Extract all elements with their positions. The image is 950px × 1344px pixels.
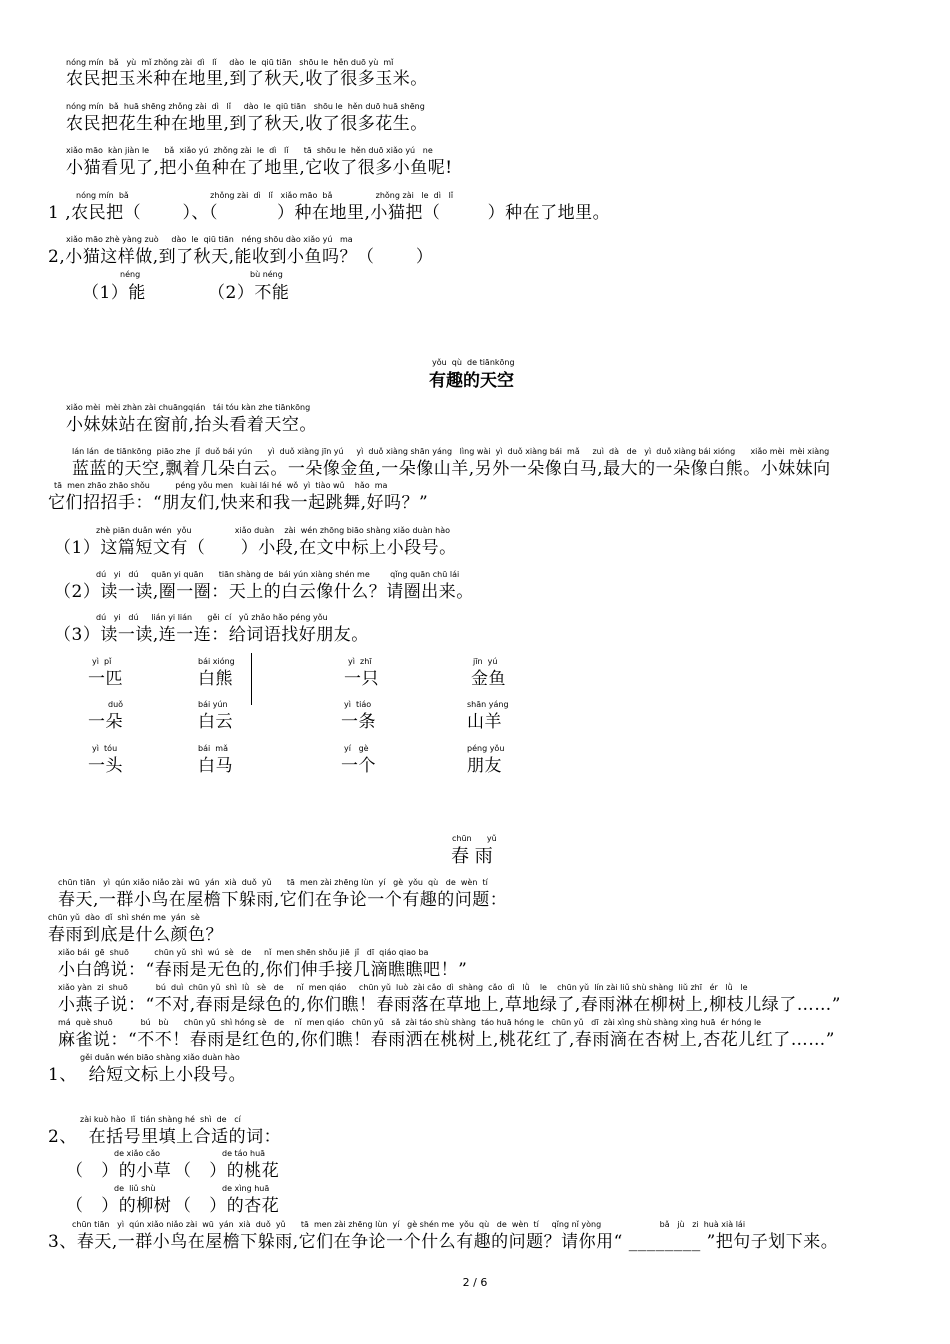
pinyin-line: chūn tiān yì qún xiǎo niǎo zài wū yán xià duǒ yǔ tā men zài zhēng lùn yí gè yǒu qù de wèn tí <box>58 878 488 887</box>
story-line: 小燕子说：“不对,春雨是绿色的,你们瞧！春雨落在草地上,草地绿了,春雨淋在柳树上,柳枝儿绿了……” <box>58 995 841 1015</box>
section-title: 春 雨 <box>451 846 493 867</box>
story-line: 小妹妹站在窗前,抬头看着天空。 <box>66 415 317 435</box>
pinyin-line: chūn yǔ dào dǐ shì shén me yán sè <box>48 913 200 922</box>
pinyin-line: má què shuō bú bù chūn yǔ shì hóng sè de nǐ men qiáo chūn yǔ sǎ zài táo shù shàng táo huā hóng le chūn yǔ dī zài xìng shù shàng xìng huā ér hóng le <box>58 1018 762 1027</box>
fill-blank: （ ）的柳树 <box>66 1196 172 1216</box>
pinyin-line: xiǎo yàn zi shuō bú duì chūn yǔ shì lǜ sè de nǐ men qiáo chūn yǔ luò zài cǎo dì shàng cǎo dì lǜ le chūn yǔ lín zài liǔ shù shàng liǔ zhī ér lǜ le <box>58 983 748 992</box>
story-line: 农民把花生种在地里,到了秋天,收了很多花生。 <box>66 114 428 134</box>
fill-blank: （ ）的桃花 <box>174 1161 280 1181</box>
pinyin-line: lán lán de tiānkōng piāo zhe jǐ duǒ bái yún yì duǒ xiàng jīn yú yì duǒ xiàng shān yáng lìng wài yì duǒ xiàng bái mǎ zuì dà de yì duǒ xiàng bái xióng xiǎo mèi mèi xiàng <box>72 447 830 456</box>
match-pinyin: bái xióng <box>198 657 235 666</box>
story-line: 小猫看见了,把小鱼种在了地里,它收了很多小鱼呢! <box>66 158 453 178</box>
question-2: 2、 在括号里填上合适的词： <box>48 1127 282 1147</box>
match-pinyin: yì tóu <box>92 744 118 753</box>
story-line: 春雨到底是什么颜色？ <box>48 925 223 945</box>
pinyin-line: tā men zhāo zhāo shǒu péng yǒu men kuài lái hé wǒ yì tiào wǔ hǎo ma <box>54 481 388 490</box>
question-2: 2,小猫这样做,到了秋天,能收到小鱼吗？（ ） <box>48 247 434 267</box>
pinyin-word: néng <box>120 270 141 279</box>
question-2: （2）读一读,圈一圈：天上的白云像什么？请圈出来。 <box>54 582 474 602</box>
pinyin-word: bù néng <box>250 270 283 279</box>
match-pinyin: bái yún <box>198 700 228 709</box>
pinyin-line: xiǎo māo kàn jiàn le bǎ xiǎo yú zhǒng zài le dì lǐ tā shōu le hěn duō xiǎo yú ne <box>66 146 433 155</box>
match-pinyin: bái mǎ <box>198 744 228 753</box>
fill-pinyin: de xiǎo cǎo <box>114 1149 161 1158</box>
match-word: 一只 <box>344 669 379 689</box>
fill-pinyin: de xìng huā <box>222 1184 270 1193</box>
match-pinyin: yí gè <box>344 744 369 753</box>
match-pinyin: jīn yú <box>473 657 498 666</box>
answer-option-1: （1）能 <box>82 283 146 303</box>
story-line: 农民把玉米种在地里,到了秋天,收了很多玉米。 <box>66 69 428 89</box>
pinyin-line: xiǎo mèi mèi zhàn zài chuāngqián tái tóu kàn zhe tiānkōng <box>66 403 311 412</box>
match-word: 白熊 <box>198 669 233 689</box>
question-1: 1 ,农民把（ ）、（ ）种在地里,小猫把（ ）种在了地里。 <box>48 203 611 223</box>
match-word: 山羊 <box>467 712 502 732</box>
match-pinyin: yì tiáo <box>344 700 372 709</box>
title-pinyin: chūn yǔ <box>452 834 497 843</box>
fill-pinyin: de liǔ shù <box>114 1184 156 1193</box>
pinyin-line: nóng mín bǎ huā shēng zhǒng zài dì lǐ dào le qiū tiān shōu le hěn duō huā shēng <box>66 102 425 111</box>
fill-blank: （ ）的杏花 <box>174 1196 280 1216</box>
match-pinyin: duǒ <box>108 700 124 709</box>
match-pinyin: yì pǐ <box>92 657 112 666</box>
connector-line <box>251 653 252 705</box>
story-line: 麻雀说：“不不！春雨是红色的,你们瞧！春雨洒在桃树上,桃花红了,春雨滴在杏树上,杏花儿红了……” <box>58 1030 835 1050</box>
story-line: 春天,一群小鸟在屋檐下躲雨,它们在争论一个有趣的问题： <box>58 890 508 910</box>
pinyin-line: zhè piān duǎn wén yǒu xiǎo duàn zài wén zhōng biāo shàng xiǎo duàn hào <box>96 526 450 535</box>
pinyin-line: zài kuò hào lǐ tián shàng hé shì de cí <box>80 1115 241 1124</box>
story-line: 蓝蓝的天空,飘着几朵白云。一朵像金鱼,一朵像山羊,另外一朵像白马,最大的一朵像白熊。小妹妹向 <box>72 459 831 479</box>
pinyin-line: nóng mín bǎ zhǒng zài dì lǐ xiǎo māo bǎ zhǒng zài le dì lǐ <box>76 191 454 200</box>
pinyin-line: dú yi dú lián yi lián gěi cí yǔ zhǎo hǎo péng yǒu <box>96 613 328 622</box>
title-pinyin: yǒu qù de tiānkōng <box>432 358 515 367</box>
section-title: 有趣的天空 <box>429 371 514 391</box>
match-word: 一个 <box>341 756 376 776</box>
match-pinyin: yì zhī <box>348 657 372 666</box>
match-word: 白马 <box>198 756 233 776</box>
match-word: 一朵 <box>88 712 123 732</box>
match-word: 金鱼 <box>471 669 506 689</box>
match-word: 一头 <box>88 756 123 776</box>
match-word: 一条 <box>341 712 376 732</box>
page-number: 2 / 6 <box>462 1276 488 1289</box>
pinyin-line: dú yi dú quān yi quān tiān shàng de bái yún xiàng shén me qǐng quān chū lái <box>96 570 460 579</box>
match-word: 朋友 <box>467 756 502 776</box>
fill-pinyin: de táo huā <box>222 1149 266 1158</box>
pinyin-line: chūn tiān yì qún xiǎo niǎo zài wū yán xià duǒ yǔ tā men zài zhēng lùn yí gè shén me yǒu qù de wèn tí qǐng nǐ yòng bǎ jù zi huà xià lái <box>72 1220 746 1229</box>
match-pinyin: shān yáng <box>467 700 509 709</box>
pinyin-line: nóng mín bǎ yù mǐ zhǒng zài dì lǐ dào le qiū tiān shōu le hěn duō yù mǐ <box>66 58 394 67</box>
pinyin-line: xiǎo māo zhè yàng zuò dào le qiū tiān néng shōu dào xiǎo yú ma <box>66 235 353 244</box>
match-word: 一匹 <box>88 669 123 689</box>
story-line: 它们招招手：“朋友们,快来和我一起跳舞,好吗？” <box>48 493 429 513</box>
match-word: 白云 <box>198 712 233 732</box>
pinyin-line: xiǎo bái gē shuō chūn yǔ shì wú sè de nǐ men shēn shǒu jiē jǐ dī qiáo qiao ba <box>58 948 429 957</box>
question-1: 1、 给短文标上小段号。 <box>48 1065 247 1085</box>
question-3: 3、春天,一群小鸟在屋檐下躲雨,它们在争论一个什么有趣的问题？请你用“ ________ ”把句子划下来。 <box>48 1232 839 1252</box>
answer-option-2: （2）不能 <box>208 283 290 303</box>
pinyin-line: gěi duǎn wén biāo shàng xiǎo duàn hào <box>80 1053 240 1062</box>
question-3: （3）读一读,连一连：给词语找好朋友。 <box>54 625 369 645</box>
question-1: （1）这篇短文有（ ）小段,在文中标上小段号。 <box>54 538 457 558</box>
fill-blank: （ ）的小草 <box>66 1161 172 1181</box>
match-pinyin: péng yǒu <box>467 744 505 753</box>
story-line: 小白鸽说：“春雨是无色的,你们伸手接几滴瞧瞧吧！” <box>58 960 468 980</box>
